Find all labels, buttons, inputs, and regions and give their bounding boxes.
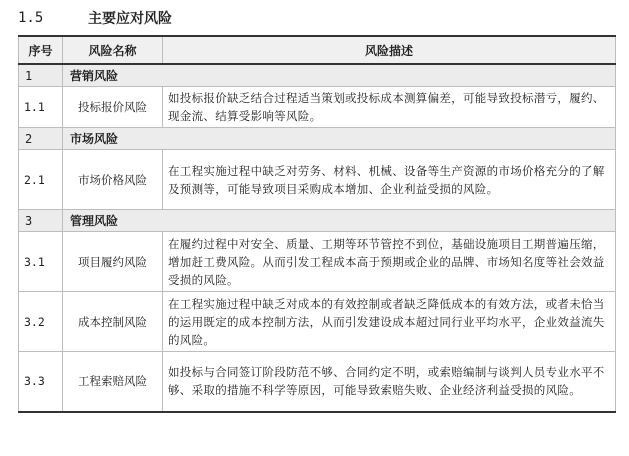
table-row [19, 352, 616, 412]
category-filler [163, 210, 616, 232]
category-filler [163, 64, 616, 87]
item-name: 成本控制风险 [63, 292, 163, 352]
section-number: 1.5 [18, 10, 44, 26]
category-no: 3 [19, 210, 63, 232]
item-name: 投标报价风险 [63, 87, 163, 128]
header-risk-desc: 风险描述 [163, 36, 616, 64]
category-name: 营销风险 [63, 64, 163, 87]
item-desc: 如投标与合同签订阶段防范不够、合同约定不明，或索赔编制与谈判人员专业水平不够、采取的措施不科学等原因，可能导致索赔失败、企业经济利益受损的风险。 [163, 352, 616, 412]
category-no: 1 [19, 64, 63, 87]
item-no: 1.1 [19, 87, 63, 128]
item-desc: 如投标报价缺乏结合过程适当策划或投标成本测算偏差，可能导致投标潜亏，履约、现金流、结算受影响等风险。 [163, 87, 616, 128]
item-name: 项目履约风险 [63, 232, 163, 292]
item-desc: 在工程实施过程中缺乏对劳务、材料、机械、设备等生产资源的市场价格充分的了解及预测等，可能导致项目采购成本增加、企业利益受损的风险。 [163, 150, 616, 210]
category-no: 2 [19, 128, 63, 150]
item-no: 3.1 [19, 232, 63, 292]
item-desc: 在工程实施过程中缺乏对成本的有效控制或者缺乏降低成本的有效方法，或者未恰当的运用既定的成本控制方法，从而引发建设成本超过同行业平均水平，企业效益流失的风险。 [163, 292, 616, 352]
table-header-row [19, 36, 616, 64]
table-row [19, 232, 616, 292]
category-name: 管理风险 [63, 210, 163, 232]
section-heading [18, 7, 172, 29]
item-name: 工程索赔风险 [63, 352, 163, 412]
item-desc: 在履约过程中对安全、质量、工期等环节管控不到位，基础设施项目工期普遍压缩，增加赶工费风险。从而引发工程成本高于预期或企业的品牌、市场知名度等社会效益受损的风险。 [163, 232, 616, 292]
item-no: 3.2 [19, 292, 63, 352]
table-row [19, 150, 616, 210]
item-no: 2.1 [19, 150, 63, 210]
table-row [19, 87, 616, 128]
category-row [19, 128, 616, 150]
category-name: 市场风险 [63, 128, 163, 150]
category-filler [163, 128, 616, 150]
header-risk-name: 风险名称 [63, 36, 163, 64]
header-no: 序号 [19, 36, 63, 64]
item-name: 市场价格风险 [63, 150, 163, 210]
category-row [19, 210, 616, 232]
item-no: 3.3 [19, 352, 63, 412]
table-row [19, 292, 616, 352]
section-title: 主要应对风险 [88, 11, 172, 27]
category-row [19, 64, 616, 87]
risk-table [18, 35, 616, 413]
